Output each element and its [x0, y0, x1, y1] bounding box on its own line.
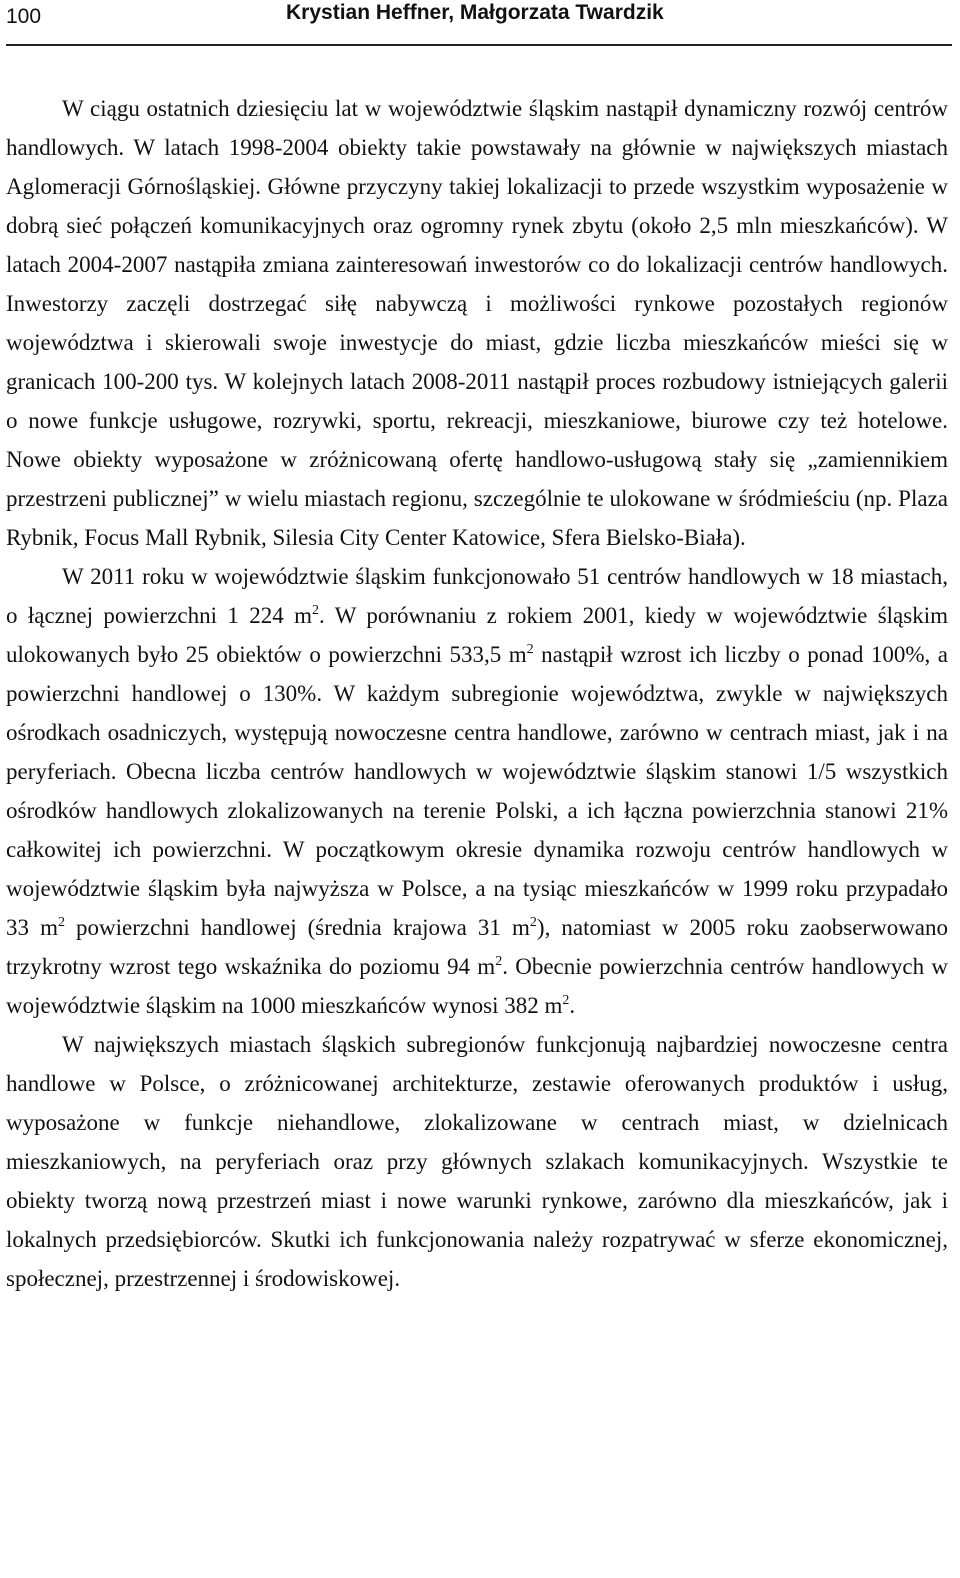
text-segment: . Obecnie powierzchnia centrów handlowych w województwie śląskim na 1000 mieszkańców wynosi 382 m: [6, 954, 948, 1018]
text-segment: nastąpił wzrost ich liczby o ponad 100%, a powierzchni handlowej o 130%. W każdym subregionie województwa, zwykle w największych ośrodkach osadniczych, występują nowoczesne centra handlowe, zarówno w centrach miast, jak i na peryferiach. Obecna liczba centrów handlowych w województwie śląskim stanowi 1/5 wszystkich ośrodków handlowych zlokalizowanych na terenie Polski, a ich łączna powierzchnia stanowi 21% całkowitej ich powierzchni. W początkowym okresie dynamika rozwoju centrów handlowych w województwie śląskim była najwyższa w Polsce, a na tysiąc mieszkańców w 1999 roku przypadało 33 m: [6, 642, 948, 940]
page-number: 100: [6, 5, 42, 28]
text-segment: powierzchni handlowej (średnia krajowa 31 m: [64, 915, 530, 940]
superscript: 2: [312, 603, 319, 618]
running-head-authors: Krystian Heffner, Małgorzata Twardzik: [286, 1, 664, 24]
paragraph-1: [6, 89, 948, 557]
page-header: [6, 0, 952, 46]
superscript: 2: [529, 915, 537, 930]
paragraph-2: [6, 557, 948, 1025]
text-segment: ), natomiast w 2005 roku zaobserwowano trzykrotny wzrost tego wskaźnika do poziomu 94 m: [6, 915, 949, 979]
superscript: 2: [526, 642, 534, 657]
text-segment: . W porównaniu z rokiem 2001, kiedy w województwie śląskim ulokowanych było 25 obiektów o powierzchni 533,5 m: [6, 603, 948, 667]
article-body: [6, 89, 948, 1298]
superscript: 2: [562, 993, 570, 1008]
text-segment: W 2011 roku w województwie śląskim funkcjonowało 51 centrów handlowych w 18 miastach, o łącznej powierzchni 1 224 m: [6, 564, 948, 628]
text-segment: W największych miastach śląskich subregionów funkcjonują najbardziej nowoczesne centra handlowe w Polsce, o zróżnicowanej architekturze, zestawie oferowanych produktów i usług, wyposażone w funkcje niehandlowe, zlokalizowane w centrach miast, w dzielnicach mieszkaniowych, na peryferiach oraz przy głównych szlakach komunikacyjnych. Wszystkie te obiekty tworzą nową przestrzeń miast i nowe warunki rynkowe, zarówno dla mieszkańców, jak i lokalnych przedsiębiorców. Skutki ich funkcjonowania należy rozpatrywać w sferze ekonomicznej, społecznej, przestrzennej i środowiskowej.: [6, 1032, 948, 1291]
superscript: 2: [57, 915, 65, 930]
text-segment: .: [569, 993, 576, 1018]
text-segment: W ciągu ostatnich dziesięciu lat w województwie śląskim nastąpił dynamiczny rozwój centrów handlowych. W latach 1998-2004 obiekty takie powstawały na głównie w największych miastach Aglomeracji Górnośląskiej. Główne przyczyny takiej lokalizacji to przede wszystkim wyposażenie w dobrą sieć połączeń komunikacyjnych oraz ogromny rynek zbytu (około 2,5 mln mieszkańców). W latach 2004-2007 nastąpiła zmiana zainteresowań inwestorów co do lokalizacji centrów handlowych. Inwestorzy zaczęli dostrzegać siłę nabywczą i możliwości rynkowe pozostałych regionów województwa i skierowali swoje inwestycje do miast, gdzie liczba mieszkańców mieści się w granicach 100-200 tys. W kolejnych latach 2008-2011 nastąpił proces rozbudowy istniejących galerii o nowe funkcje usługowe, rozrywki, sportu, rekreacji, mieszkaniowe, biurowe czy też hotelowe. Nowe obiekty wyposażone w zróżnicowaną ofertę handlowo-usługową stały się „zamiennikiem przestrzeni publicznej” w wielu miastach regionu, szczególnie te ulokowane w śródmieściu (np. Plaza Rybnik, Focus Mall Rybnik, Silesia City Center Katowice, Sfera Bielsko-Biała).: [6, 96, 948, 550]
superscript: 2: [495, 954, 503, 969]
paragraph-3: [6, 1025, 948, 1298]
